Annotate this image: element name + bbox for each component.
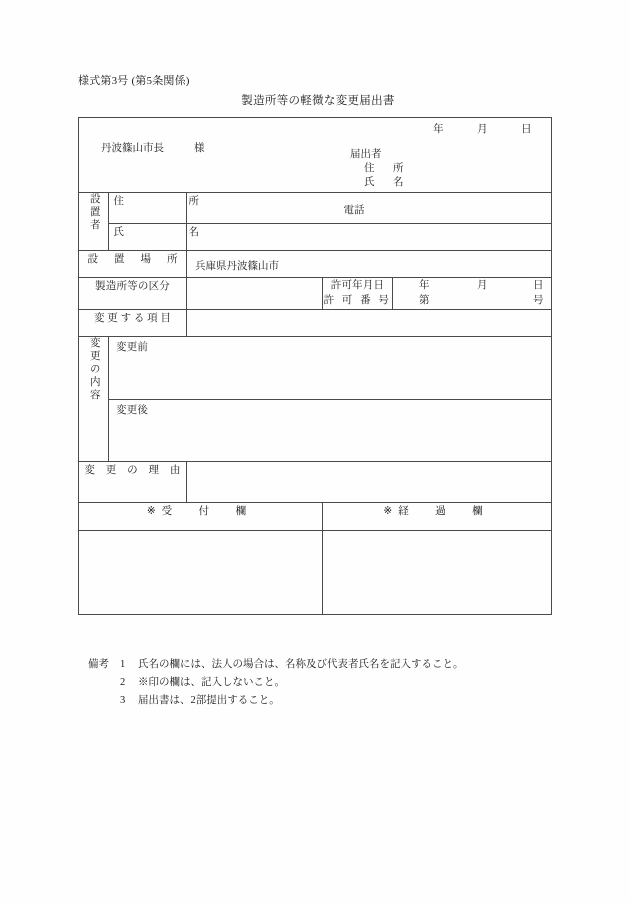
change-content-label: 変更の内容 [88,337,100,402]
submitter-label: 届出者 [350,149,382,160]
name-value-cell[interactable] [187,224,552,251]
place-value-cell[interactable] [187,251,552,278]
receipt-column-header [79,503,323,531]
reason-label-cell: 変 更 の 理 由 [79,462,187,503]
remark-text: ※印の欄は、記入しないこと。 [138,677,285,689]
change-content-label-cell [79,337,109,462]
document-title [0,92,630,108]
receipt-column-label: 受 付 欄 [161,506,255,517]
progress-column-label: 経 過 欄 [398,506,491,517]
addressee-cell [79,118,552,193]
remark-item [88,692,464,710]
permit-number-suffix: 号 [533,295,544,307]
receipt-mark: ※ [146,506,162,517]
remark-item [88,656,464,674]
permit-date-value-row [393,278,551,293]
remark-number: 3 [120,695,126,707]
after-value [109,417,551,419]
permit-date-label: 許可年月日 [330,280,385,291]
remarks-label: 備考 [88,659,109,670]
submission-date-line [433,121,535,136]
permit-value-cell[interactable] [393,278,552,310]
installer-address-row [79,193,552,224]
before-cell[interactable] [109,337,552,400]
permit-number-label: 許 可 番 号 [323,295,392,307]
reason-value-cell[interactable] [187,462,552,503]
document-title-text: 製造所等の軽微な変更届出書 [241,95,395,107]
progress-column-header [323,503,552,531]
remark-number: 2 [120,677,126,689]
place-value: 兵庫県丹波篠山市 [195,261,279,272]
progress-column-value[interactable] [323,531,552,615]
addressee-name: 丹波篠山市長 [101,143,164,154]
permit-day-label: 日 [533,280,544,291]
remark-text: 氏名の欄には、法人の場合は、名称及び代表者氏名を記入すること。 [138,659,464,670]
addressee-honorific: 様 [194,143,205,154]
remark-number: 1 [120,659,126,670]
progress-mark: ※ [383,506,399,517]
permit-year-label: 年 [419,280,430,291]
submitter-address-label: 住 所 [364,162,408,174]
installer-name-row [79,224,552,251]
receipt-column-value[interactable] [79,531,323,615]
install-place-row [79,251,552,278]
before-label: 変更前 [116,342,149,353]
remarks-block [88,656,464,710]
form-number: 様式第3号 (第5条関係) [78,75,190,87]
place-label-cell: 設 置 場 所 [79,251,187,278]
change-item-row [79,310,552,337]
official-columns-header-row [79,503,552,531]
category-label-cell: 製造所等の区分 [79,278,187,310]
address-label-cell: 住 所 [109,193,187,224]
change-after-row [79,400,552,462]
date-year-label: 年 [433,124,444,135]
date-day-label: 日 [521,124,532,135]
change-item-value-cell[interactable] [187,310,552,337]
submitter-block [350,148,408,190]
change-item-label-cell: 変更する項目 [79,310,187,337]
permit-number-value-row [393,293,551,308]
before-value [109,354,551,356]
remark-item [88,674,464,692]
permit-month-label: 月 [477,280,488,291]
date-month-label: 月 [477,124,488,135]
addressee-line [101,140,205,155]
notification-form-table [78,117,552,615]
remark-text: 届出書は、2部提出すること。 [138,695,280,707]
installer-label-cell [79,193,109,251]
change-before-row [79,337,552,400]
permit-label-cell [323,278,393,310]
telephone-label: 電話 [343,205,365,216]
permit-number-prefix: 第 [419,295,430,307]
after-label: 変更後 [116,405,149,416]
form-header-row [79,118,552,193]
category-permit-row [79,278,552,310]
name-label-cell: 氏 名 [109,224,187,251]
after-cell[interactable] [109,400,552,462]
change-reason-row [79,462,552,503]
submitter-name-label: 氏 名 [364,176,408,188]
address-value-cell[interactable] [187,193,552,224]
official-columns-body-row [79,531,552,615]
installer-label: 設置者 [88,193,100,232]
category-value-cell[interactable] [187,278,323,310]
